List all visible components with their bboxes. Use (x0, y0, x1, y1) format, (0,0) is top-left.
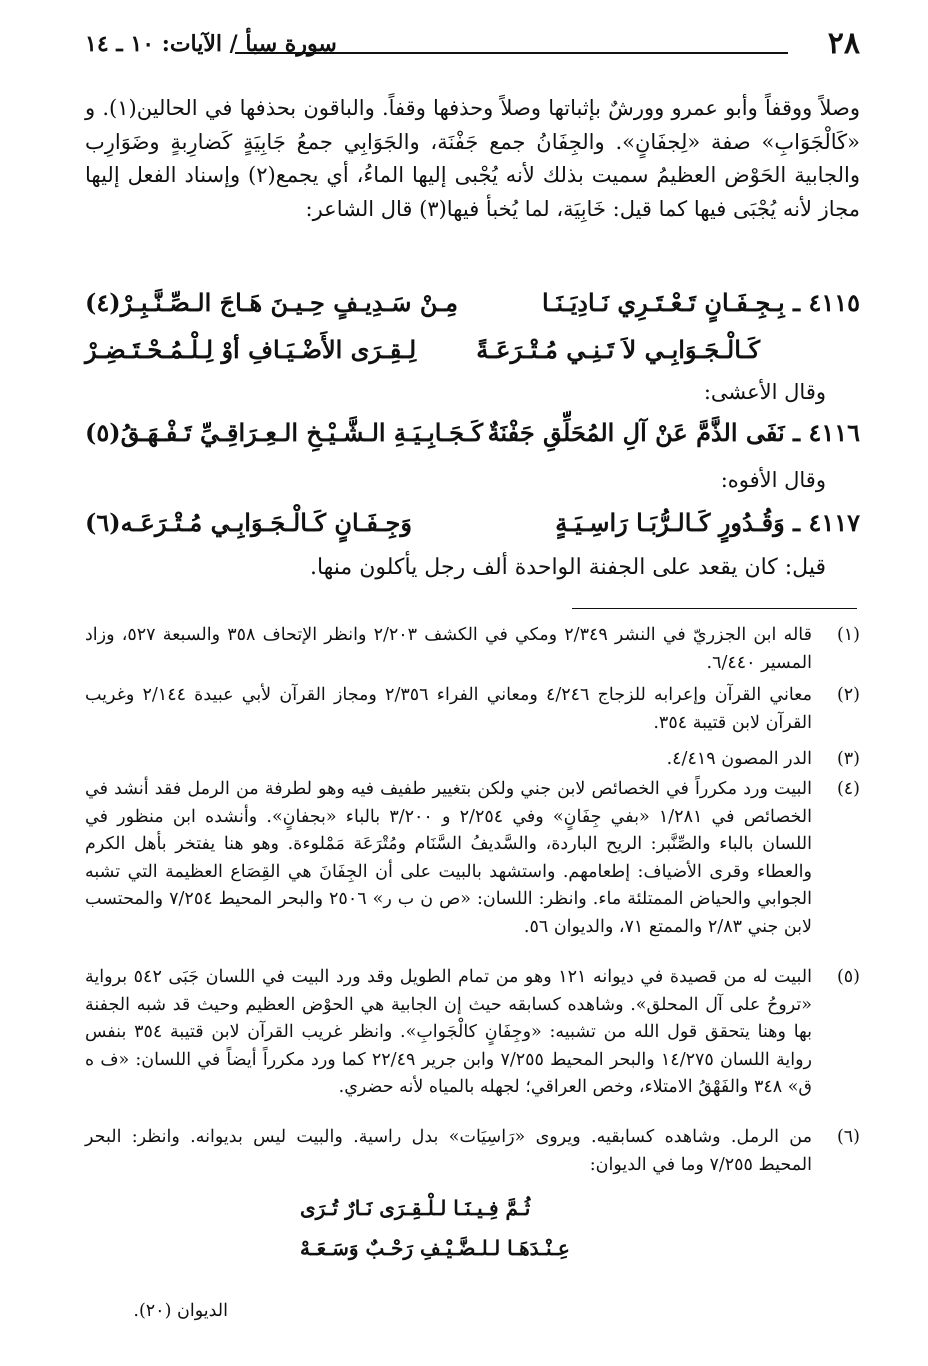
footnote (85, 682, 860, 737)
body-paragraph: وصلاً ووقفاً وأبو عمرو وورشٌ بإثباتها وصلاً وحذفها وقفاً. والباقون بحذفها في الحالين(١). و «كَالْجَوَابِ» صفة «لِجفَانٍ». والجِفَانُ جمع جَفْنَة، والجَوَابِي جمعُ جَابِيَةٍ كَضارِبةٍ وضَوَارِب والجابية الحَوْض العظيمُ سميت بذلك لأنه يُجْبى إليها الماءُ، أي يجمع(٢) وإسناد الفعل إليها مجاز لأنه يُجْبَى فيها كما قيل: خَابِيَة، لما يُخبأ فيها(٣) قال الشاعر: (85, 96, 860, 221)
header-title: سورة سبأ / الآيات: ١٠ ـ ١٤ (85, 31, 337, 57)
verse-4116 (85, 418, 860, 458)
poem-line: ثُـمَّ فِـيـنَـا لـلْـقِـرَى نَـارٌ تُـرَى (300, 1196, 531, 1220)
footnote-number: (١) (836, 625, 860, 645)
intro-asha: وقال الأعشى: (703, 380, 826, 404)
footnote (85, 776, 860, 942)
verse-hemistich: كَـجَـابِـيَـةِ الـشَّـيْـخِ الـعِـرَاقِـيِّ تَـفْـهَـقُ(٥) (85, 418, 484, 447)
closing-line: قيل: كان يقعد على الجفنة الواحدة ألف رجل يأكلون منها. (309, 555, 826, 580)
verse-hemistich: وَجِـفَـانٍ كَـالْـجَـوَابِـي مُـتْـرَعَـه(٦) (85, 508, 412, 537)
footnote-number: (٦) (836, 1127, 860, 1147)
verse-hemistich: لِـقِـرَى الأَضْـيَـافِ أوْ لِـلْـمُـحْـتَـضِـرْ (85, 335, 417, 364)
footnote-text: من الرمل. وشاهده كسابقيه. ويروى «رَاسِيَات» بدل راسية. والبيت ليس بديوانه. وانظر: البحر المحيط ٧/٢٥٥ وما في الديوان: (85, 1127, 812, 1175)
footnote-text: قاله ابن الجزريّ في النشر ٢/٣٤٩ ومكي في الكشف ٢/٢٠٣ وانظر الإتحاف ٣٥٨ والسبعة ٥٢٧، وزاد المسير ٦/٤٤٠. (85, 625, 812, 673)
page-number: ٢٨ (827, 26, 860, 61)
footnote (85, 622, 860, 677)
footnote-number: (٣) (836, 749, 860, 769)
verse-hemistich: ٤١١٥ ـ بِـجِـفَـانٍ تَـعْـتَـرِي نَـادِيَـنَـا (542, 288, 860, 317)
verse-4115-line-2 (85, 335, 860, 375)
footnote (85, 964, 860, 1102)
footnote-number: (٢) (836, 685, 860, 705)
source-note: الديوان (٢٠). (133, 1301, 228, 1321)
poem-line: عِـنْـدَهَـا لـلـضَّـيْـفِ رَحْـبٌ وَسَـعَـهْ (300, 1236, 570, 1260)
verse-hemistich: ٤١١٧ ـ وَقُـدُورٍ كَـالـرُّبَـا رَاسِـيَـةٍ (555, 508, 860, 537)
intro-afwah: وقال الأفوه: (720, 468, 826, 492)
verse-4115-line-1 (85, 288, 860, 328)
verse-hemistich: ٤١١٦ ـ نَفَى الذَّمَّ عَنْ آلِ المُحَلِّقِ جَفْنَةٌ (487, 418, 860, 447)
footnote-text: الدر المصون ٤/٤١٩. (666, 749, 812, 769)
running-header (85, 26, 860, 66)
verse-hemistich: كَـالْـجَـوَابِـي لاَ تَـنِـي مُـتْـرَعَـةً (476, 335, 760, 364)
footnote (85, 1124, 860, 1179)
verse-4117 (85, 508, 860, 548)
footnote-separator (572, 608, 857, 609)
footnote (85, 746, 860, 774)
footnote-text: البيت له من قصيدة في ديوانه ١٢١ وهو من تمام الطويل وقد ورد البيت في اللسان جَبَى ٥٤٢ برواية «تروحُ على آل المحلق». وشاهده كسابقه حيث إن الجابية هي الحوْض العظيم وحيث قد شبه الجفنة بها وهنا يتحقق قول الله من تشبيه: «وجِفَانٍ كالْجَوابِ». وانظر غريب القرآن لابن قتيبة ٣٥٤ بنفس رواية اللسان ١٤/٢٧٥ والبحر المحيط ٧/٢٥٥ وابن جرير ٢٢/٤٩ كما ورد مكرراً أيضاً في اللسان: «ف ه ق» ٣٤٨ والفَهْقُ الامتلاء، وخص العراقي؛ لجهله بالمياه لأنه حضري. (85, 967, 812, 1098)
footnote-number: (٤) (836, 779, 860, 799)
footnote-text: معاني القرآن وإعرابه للزجاج ٤/٢٤٦ ومعاني الفراء ٢/٣٥٦ ومجاز القرآن لأبي عبيدة ٢/١٤٤ وغريب القرآن لابن قتيبة ٣٥٤. (85, 685, 812, 733)
footnote-text: البيت ورد مكرراً في الخصائص لابن جني ولكن بتغيير طفيف فيه وهو لطرفة من الرمل فقد أنشد في الخصائص في ١/٢٨١ «بفي جِفَانٍ» وفي ٢/٢٥٤ و ٣/٢٠٠ بالباء «بجفانٍ». وأنشده ابن منظور في اللسان بالباء والصِّنَّبر: الريح الباردة، والسَّديفُ السَّنَام ومُتْرَعَة مَمْلوءة. وهو هنا يفتخر بأهل الكرم والعطاء وقرى الأضياف: إطعامهم. واستشهد بالبيت على أن الجِفَانَ هي القِصَاع العظيمة التي تشبه الجوابي والحياض الممتلئة ماء. وانظر: اللسان: «ص ن ب ر» ٢٥٠٦ والبحر المحيط ٧/٢٥٤ والمحتسب لابن جني ٢/٨٣ والممتع ٧١، والديوان ٥٦. (85, 779, 813, 937)
footnote-number: (٥) (836, 967, 860, 987)
verse-hemistich: مِـنْ سَـدِيـفٍ حِـيـنَ هَـاجَ الـصِّـنَّـبِـرْ(٤) (85, 288, 459, 317)
